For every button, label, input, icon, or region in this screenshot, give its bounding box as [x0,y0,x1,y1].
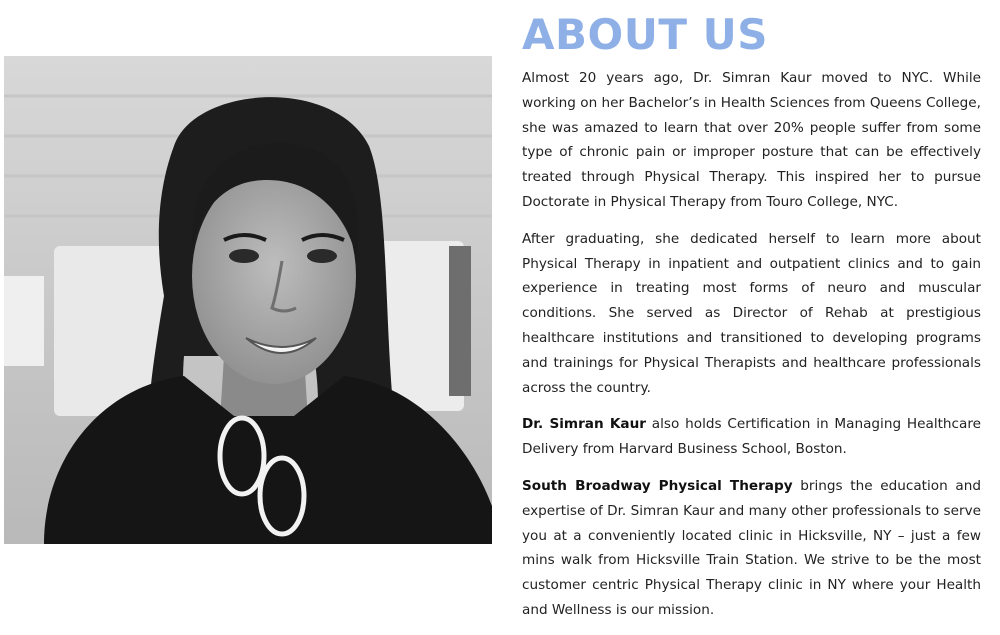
certification-text: also holds Certification in Managing Healthcare Delivery from Harvard Business School, Boston. [522,416,982,458]
paragraph-clinic [522,474,981,623]
paragraph-background: Almost 20 years ago, Dr. Simran Kaur moved to NYC. While working on her Bachelor’s in Health Sciences from Queens College, she was amazed to learn that over 20% people suffer from some type of chronic pain or improper posture that can be effectively treated through Physical Therapy. This inspired her to pursue Doctorate in Physical Therapy from Touro College, NYC. [522,70,981,210]
portrait-illustration [4,56,492,544]
clinic-text: brings the education and expertise of Dr. Simran Kaur and many other professionals to serve you at a conveniently located clinic in Hicksville, NY – just a few mins walk from Hicksville Train Station. We strive to be the most customer centric Physical Therapy clinic in NY where your Health and Wellness is our mission. [522,477,981,618]
portrait-photo [4,56,492,544]
doctor-name: Dr. Simran Kaur [522,416,646,433]
paragraph-certification [522,412,981,462]
page-title: ABOUT US [522,10,768,59]
about-section [522,8,981,635]
clinic-name: South Broadway Physical Therapy [522,477,793,494]
paragraph-career: After graduating, she dedicated herself to learn more about Physical Therapy in inpatient and outpatient clinics and to gain experience in treating most forms of neuro and muscular conditions. She served as Director of Rehab at prestigious healthcare institutions and transitioned to developing programs and trainings for Physical Therapists and healthcare professionals across the country. [522,230,981,396]
